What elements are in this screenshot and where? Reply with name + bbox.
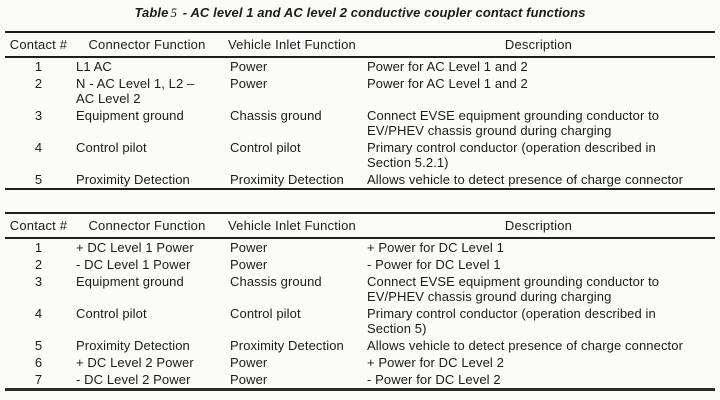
table-cell: 2 xyxy=(34,76,43,91)
table-cell: Power xyxy=(230,76,268,91)
table-cell: 7 xyxy=(34,372,43,387)
table-header-row xyxy=(5,213,715,238)
column-header-connector-function: Connector Function xyxy=(72,32,222,57)
table-cell: Equipment ground xyxy=(76,274,184,289)
table-cell: Chassis ground xyxy=(230,108,322,123)
table-cell: 4 xyxy=(34,140,43,155)
table-cell: Primary control conductor (operation described in Section 5) xyxy=(367,306,656,336)
table-row xyxy=(5,337,715,354)
table-cell: 3 xyxy=(34,108,43,123)
table-caption-prefix: Table xyxy=(134,5,169,20)
column-header-vehicle-inlet-function: Vehicle Inlet Function xyxy=(222,213,362,238)
table-cell: Power xyxy=(230,59,268,74)
column-header-description: Description xyxy=(362,32,715,57)
table-cell: - Power for DC Level 1 xyxy=(367,257,501,272)
table-cell: Power xyxy=(230,240,268,255)
table-cell: Proximity Detection xyxy=(76,338,190,353)
table-cell: Power xyxy=(230,257,268,272)
table-cell: L1 AC xyxy=(76,59,112,74)
table-cell: Control pilot xyxy=(230,140,301,155)
table-header-row xyxy=(5,32,715,57)
ac-table-body xyxy=(5,57,715,189)
table-cell: Proximity Detection xyxy=(230,338,344,353)
dc-table-body xyxy=(5,238,715,390)
table-cell: Proximity Detection xyxy=(230,172,344,187)
table-row xyxy=(5,107,715,139)
table-cell: Control pilot xyxy=(76,306,147,321)
table-cell: + Power for DC Level 2 xyxy=(367,355,504,370)
table-cell: Chassis ground xyxy=(230,274,322,289)
table-cell: + Power for DC Level 1 xyxy=(367,240,504,255)
table-cell: Allows vehicle to detect presence of charge connector xyxy=(367,172,684,187)
table-cell: Connect EVSE equipment grounding conductor to EV/PHEV chassis ground during charging xyxy=(367,108,660,138)
table-cell: Equipment ground xyxy=(76,108,184,123)
column-header-contact: Contact # xyxy=(5,32,72,57)
table-row xyxy=(5,139,715,171)
table-cell: Power for AC Level 1 and 2 xyxy=(367,59,528,74)
table-caption-number: 5 xyxy=(170,5,178,20)
table-row xyxy=(5,238,715,256)
table-cell: 1 xyxy=(34,59,43,74)
table-row xyxy=(5,354,715,371)
table-cell: - DC Level 1 Power xyxy=(76,257,191,272)
table-row xyxy=(5,273,715,305)
table-row xyxy=(5,371,715,390)
table-cell: 1 xyxy=(34,240,43,255)
table-caption xyxy=(0,0,720,20)
table-cell: N - AC Level 1, L2 – AC Level 2 xyxy=(76,76,195,106)
ac-contact-functions-table xyxy=(5,31,715,190)
table-cell: Connect EVSE equipment grounding conductor to EV/PHEV chassis ground during charging xyxy=(367,274,660,304)
table-cell: 3 xyxy=(34,274,43,289)
table-cell: 2 xyxy=(34,257,43,272)
table-row xyxy=(5,57,715,75)
table-cell: Control pilot xyxy=(76,140,147,155)
table-cell: + DC Level 1 Power xyxy=(76,240,194,255)
column-header-connector-function: Connector Function xyxy=(72,213,222,238)
table-cell: - DC Level 2 Power xyxy=(76,372,191,387)
table-cell: 5 xyxy=(34,338,43,353)
column-header-vehicle-inlet-function: Vehicle Inlet Function xyxy=(222,32,362,57)
table-cell: Proximity Detection xyxy=(76,172,190,187)
table-row xyxy=(5,171,715,189)
table-cell: Control pilot xyxy=(230,306,301,321)
table-cell: + DC Level 2 Power xyxy=(76,355,194,370)
column-header-description: Description xyxy=(362,213,715,238)
table-cell: 6 xyxy=(34,355,43,370)
table-row xyxy=(5,256,715,273)
table-cell: 5 xyxy=(34,172,43,187)
table-cell: Power for AC Level 1 and 2 xyxy=(367,76,528,91)
table-cell: Power xyxy=(230,372,268,387)
table-caption-text: - AC level 1 and AC level 2 conductive coupler contact functions xyxy=(182,5,586,20)
table-cell: Power xyxy=(230,355,268,370)
table-cell: - Power for DC Level 2 xyxy=(367,372,501,387)
table-cell: Primary control conductor (operation described in Section 5.2.1) xyxy=(367,140,656,170)
dc-contact-functions-table xyxy=(5,212,715,391)
table-cell: Allows vehicle to detect presence of charge connector xyxy=(367,338,684,353)
column-header-contact: Contact # xyxy=(5,213,72,238)
table-row xyxy=(5,305,715,337)
table-row xyxy=(5,75,715,107)
table-cell: 4 xyxy=(34,306,43,321)
